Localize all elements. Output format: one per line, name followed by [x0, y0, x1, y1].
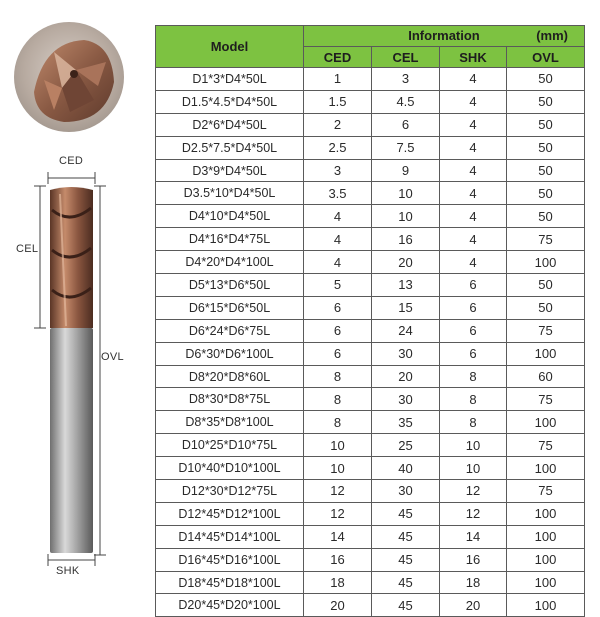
- ced-cell: 10: [304, 457, 372, 480]
- ovl-cell: 75: [507, 228, 585, 251]
- ced-cell: 6: [304, 296, 372, 319]
- ovl-cell: 100: [507, 251, 585, 274]
- table-row: [156, 68, 585, 91]
- table-row: [156, 525, 585, 548]
- model-cell: D16*45*D16*100L: [156, 548, 304, 571]
- ced-cell: 4: [304, 228, 372, 251]
- cel-cell: 35: [372, 411, 440, 434]
- table-row: [156, 457, 585, 480]
- table-row: [156, 388, 585, 411]
- ovl-cell: 100: [507, 411, 585, 434]
- ovl-cell: 100: [507, 525, 585, 548]
- ovl-column-header: OVL: [507, 47, 585, 68]
- cel-cell: 45: [372, 548, 440, 571]
- ovl-dimension-label: OVL: [101, 351, 124, 363]
- table-row: [156, 365, 585, 388]
- model-cell: D6*30*D6*100L: [156, 342, 304, 365]
- ced-cell: 20: [304, 594, 372, 617]
- shk-cell: 6: [440, 319, 507, 342]
- shk-cell: 8: [440, 388, 507, 411]
- shk-cell: 6: [440, 296, 507, 319]
- model-column-header: Model: [156, 26, 304, 68]
- table-row: [156, 480, 585, 503]
- cel-cell: 3: [372, 68, 440, 91]
- table-row: [156, 251, 585, 274]
- cel-cell: 45: [372, 594, 440, 617]
- shk-cell: 6: [440, 342, 507, 365]
- information-title: Information: [408, 28, 480, 43]
- ovl-cell: 100: [507, 571, 585, 594]
- ced-cell: 6: [304, 342, 372, 365]
- ovl-cell: 50: [507, 90, 585, 113]
- cel-cell: 24: [372, 319, 440, 342]
- ced-cell: 10: [304, 434, 372, 457]
- ced-cell: 12: [304, 480, 372, 503]
- shk-cell: 4: [440, 251, 507, 274]
- ovl-cell: 100: [507, 457, 585, 480]
- model-cell: D8*20*D8*60L: [156, 365, 304, 388]
- model-cell: D3*9*D4*50L: [156, 159, 304, 182]
- shk-cell: 4: [440, 136, 507, 159]
- cel-cell: 45: [372, 502, 440, 525]
- ced-cell: 1.5: [304, 90, 372, 113]
- model-cell: D2.5*7.5*D4*50L: [156, 136, 304, 159]
- model-cell: D1.5*4.5*D4*50L: [156, 90, 304, 113]
- model-cell: D1*3*D4*50L: [156, 68, 304, 91]
- cel-cell: 45: [372, 571, 440, 594]
- model-cell: D10*40*D10*100L: [156, 457, 304, 480]
- cel-cell: 25: [372, 434, 440, 457]
- cel-cell: 10: [372, 182, 440, 205]
- table-row: [156, 319, 585, 342]
- shk-cell: 8: [440, 365, 507, 388]
- ovl-cell: 50: [507, 182, 585, 205]
- ced-cell: 4: [304, 251, 372, 274]
- table-row: [156, 411, 585, 434]
- ced-cell: 12: [304, 502, 372, 525]
- shk-cell: 6: [440, 274, 507, 297]
- cel-cell: 4.5: [372, 90, 440, 113]
- ovl-cell: 50: [507, 296, 585, 319]
- ced-cell: 16: [304, 548, 372, 571]
- ovl-cell: 75: [507, 319, 585, 342]
- ovl-cell: 50: [507, 113, 585, 136]
- ced-dimension-label: CED: [59, 155, 84, 167]
- spec-table-body: [156, 68, 585, 617]
- table-row: [156, 274, 585, 297]
- ovl-cell: 100: [507, 594, 585, 617]
- table-row: [156, 594, 585, 617]
- model-cell: D18*45*D18*100L: [156, 571, 304, 594]
- ced-cell: 2.5: [304, 136, 372, 159]
- model-cell: D4*16*D4*75L: [156, 228, 304, 251]
- cel-cell: 20: [372, 365, 440, 388]
- shk-cell: 4: [440, 113, 507, 136]
- table-row: [156, 228, 585, 251]
- table-row: [156, 136, 585, 159]
- shk-dimension-label: SHK: [56, 565, 80, 577]
- ced-cell: 1: [304, 68, 372, 91]
- ced-cell: 3.5: [304, 182, 372, 205]
- shk-cell: 16: [440, 548, 507, 571]
- model-cell: D2*6*D4*50L: [156, 113, 304, 136]
- table-row: [156, 205, 585, 228]
- model-cell: D20*45*D20*100L: [156, 594, 304, 617]
- cel-cell: 15: [372, 296, 440, 319]
- table-row: [156, 434, 585, 457]
- model-cell: D8*30*D8*75L: [156, 388, 304, 411]
- model-cell: D10*25*D10*75L: [156, 434, 304, 457]
- shk-cell: 4: [440, 90, 507, 113]
- unit-label: (mm): [536, 28, 568, 43]
- ced-column-header: CED: [304, 47, 372, 68]
- shk-cell: 18: [440, 571, 507, 594]
- ovl-cell: 50: [507, 205, 585, 228]
- table-row: [156, 159, 585, 182]
- model-cell: D4*20*D4*100L: [156, 251, 304, 274]
- shk-cell: 4: [440, 182, 507, 205]
- shk-cell: 12: [440, 480, 507, 503]
- model-cell: D6*24*D6*75L: [156, 319, 304, 342]
- model-cell: D6*15*D6*50L: [156, 296, 304, 319]
- spec-table: [155, 25, 585, 617]
- ced-cell: 2: [304, 113, 372, 136]
- cel-cell: 20: [372, 251, 440, 274]
- table-row: [156, 296, 585, 319]
- cel-cell: 30: [372, 388, 440, 411]
- shk-cell: 4: [440, 159, 507, 182]
- ced-cell: 3: [304, 159, 372, 182]
- cel-cell: 40: [372, 457, 440, 480]
- cel-cell: 30: [372, 342, 440, 365]
- shk-cell: 8: [440, 411, 507, 434]
- cel-cell: 9: [372, 159, 440, 182]
- ovl-cell: 50: [507, 274, 585, 297]
- ovl-cell: 50: [507, 159, 585, 182]
- ovl-cell: 75: [507, 434, 585, 457]
- table-row: [156, 90, 585, 113]
- cel-cell: 16: [372, 228, 440, 251]
- shk-cell: 12: [440, 502, 507, 525]
- table-row: [156, 548, 585, 571]
- cel-cell: 10: [372, 205, 440, 228]
- ced-cell: 4: [304, 205, 372, 228]
- ovl-cell: 50: [507, 136, 585, 159]
- table-row: [156, 571, 585, 594]
- ced-cell: 5: [304, 274, 372, 297]
- end-mill-side-view: [0, 150, 150, 590]
- shk-cell: 4: [440, 68, 507, 91]
- model-cell: D12*30*D12*75L: [156, 480, 304, 503]
- table-row: [156, 113, 585, 136]
- table-row: [156, 342, 585, 365]
- cel-cell: 7.5: [372, 136, 440, 159]
- ovl-cell: 100: [507, 548, 585, 571]
- model-cell: D8*35*D8*100L: [156, 411, 304, 434]
- cel-cell: 45: [372, 525, 440, 548]
- ced-cell: 6: [304, 319, 372, 342]
- model-cell: D3.5*10*D4*50L: [156, 182, 304, 205]
- shk-column-header: SHK: [440, 47, 507, 68]
- shk-cell: 4: [440, 228, 507, 251]
- cel-cell: 6: [372, 113, 440, 136]
- shk-cell: 14: [440, 525, 507, 548]
- ovl-cell: 100: [507, 502, 585, 525]
- ced-cell: 8: [304, 365, 372, 388]
- shk-cell: 20: [440, 594, 507, 617]
- information-header: [304, 26, 585, 47]
- shk-cell: 10: [440, 457, 507, 480]
- cel-column-header: CEL: [372, 47, 440, 68]
- shk-cell: 10: [440, 434, 507, 457]
- ovl-cell: 60: [507, 365, 585, 388]
- model-cell: D12*45*D12*100L: [156, 502, 304, 525]
- shk-cell: 4: [440, 205, 507, 228]
- end-mill-tip-photo: [14, 22, 124, 132]
- model-cell: D4*10*D4*50L: [156, 205, 304, 228]
- ovl-cell: 75: [507, 480, 585, 503]
- cel-cell: 30: [372, 480, 440, 503]
- ovl-cell: 50: [507, 68, 585, 91]
- cel-dimension-label: CEL: [16, 243, 39, 255]
- ovl-cell: 100: [507, 342, 585, 365]
- ced-cell: 8: [304, 388, 372, 411]
- table-row: [156, 502, 585, 525]
- cel-cell: 13: [372, 274, 440, 297]
- ced-cell: 8: [304, 411, 372, 434]
- model-cell: D14*45*D14*100L: [156, 525, 304, 548]
- ced-cell: 18: [304, 571, 372, 594]
- ovl-cell: 75: [507, 388, 585, 411]
- ced-cell: 14: [304, 525, 372, 548]
- table-row: [156, 182, 585, 205]
- model-cell: D5*13*D6*50L: [156, 274, 304, 297]
